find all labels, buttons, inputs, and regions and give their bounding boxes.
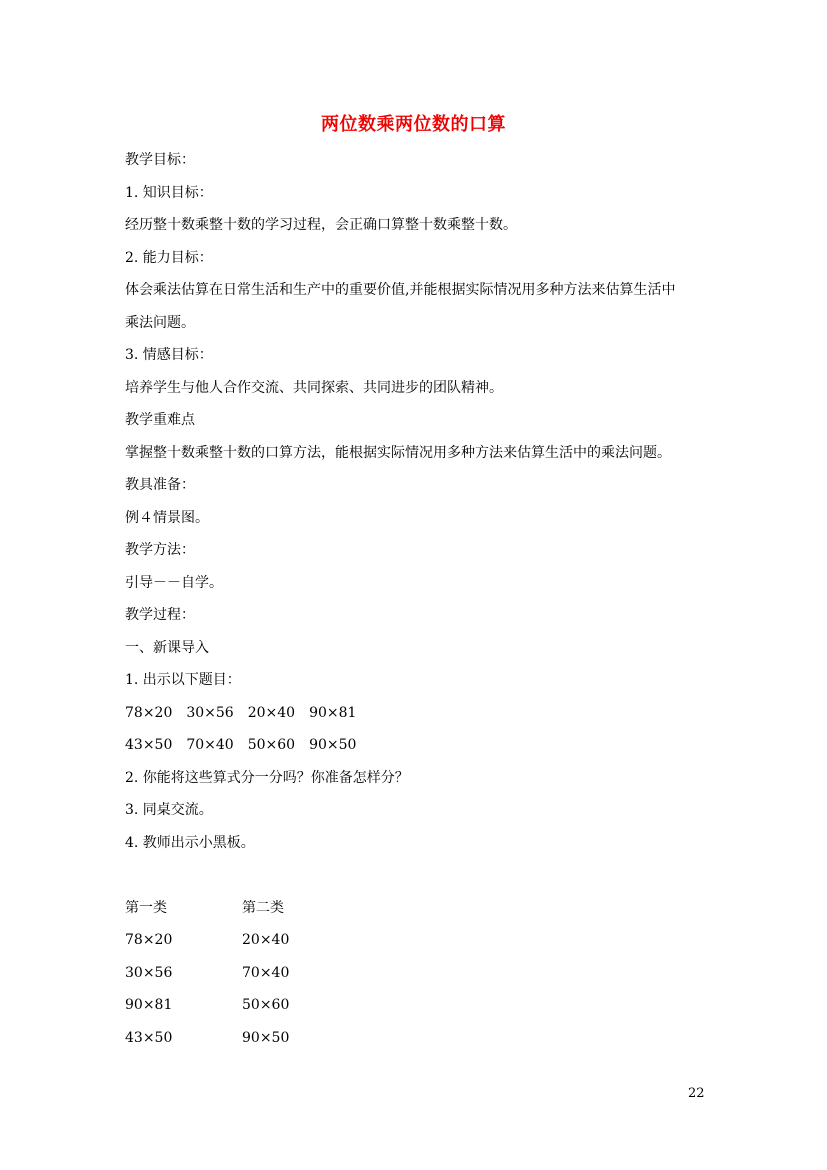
page-number: 22 xyxy=(688,1086,705,1101)
paragraph-ability-text-2: 乘法问题。 xyxy=(125,315,195,331)
paragraph-teaching-method: 教学方法： xyxy=(125,542,195,558)
paragraph-ability-goal: 2. 能力目标： xyxy=(125,250,213,266)
paragraph-teaching-aids-text: 例４情景图。 xyxy=(125,510,209,526)
paragraph-step-1: 1. 出示以下题目： xyxy=(125,672,241,688)
paragraph-teaching-process: 教学过程： xyxy=(125,607,195,623)
table-header: 第一类 xyxy=(125,900,167,916)
paragraph-step-4: 4. 教师出示小黑板。 xyxy=(125,835,255,851)
page-title: 两位数乘两位数的口算 xyxy=(321,114,506,135)
table-header: 第二类 xyxy=(242,900,284,916)
table-cell: 78×20 xyxy=(125,932,173,948)
table-cell: 90×50 xyxy=(242,1030,290,1046)
paragraph-emotion-goal: 3. 情感目标： xyxy=(125,347,213,363)
paragraph-teaching-method-text: 引导－－自学。 xyxy=(125,575,223,591)
paragraph-emotion-text: 培养学生与他人合作交流、共同探索、共同进步的团队精神。 xyxy=(125,380,503,396)
table-cell: 20×40 xyxy=(242,932,290,948)
table-cell: 50×60 xyxy=(242,997,290,1013)
table-cell: 30×56 xyxy=(125,965,173,981)
table-cell: 70×40 xyxy=(242,965,290,981)
paragraph-expressions-row-1: 78×20 30×56 20×40 90×81 xyxy=(125,705,357,721)
paragraph-knowledge-goal: 1. 知识目标： xyxy=(125,185,213,201)
paragraph-expressions-row-2: 43×50 70×40 50×60 90×50 xyxy=(125,737,357,753)
paragraph-teaching-goals: 教学目标： xyxy=(125,152,195,168)
paragraph-key-points: 教学重难点 xyxy=(125,412,195,428)
table-cell: 43×50 xyxy=(125,1030,173,1046)
paragraph-section-intro: 一、新课导入 xyxy=(125,640,209,656)
paragraph-knowledge-text: 经历整十数乘整十数的学习过程，会正确口算整十数乘整十数。 xyxy=(125,217,517,233)
paragraph-ability-text-1: 体会乘法估算在日常生活和生产中的重要价值,并能根据实际情况用多种方法来估算生活中 xyxy=(125,282,676,298)
paragraph-step-2: 2. 你能将这些算式分一分吗？你准备怎样分？ xyxy=(125,770,409,786)
paragraph-key-points-text: 掌握整十数乘整十数的口算方法，能根据实际情况用多种方法来估算生活中的乘法问题。 xyxy=(125,445,671,461)
paragraph-teaching-aids: 教具准备： xyxy=(125,477,195,493)
paragraph-step-3: 3. 同桌交流。 xyxy=(125,802,213,818)
table-cell: 90×81 xyxy=(125,997,173,1013)
